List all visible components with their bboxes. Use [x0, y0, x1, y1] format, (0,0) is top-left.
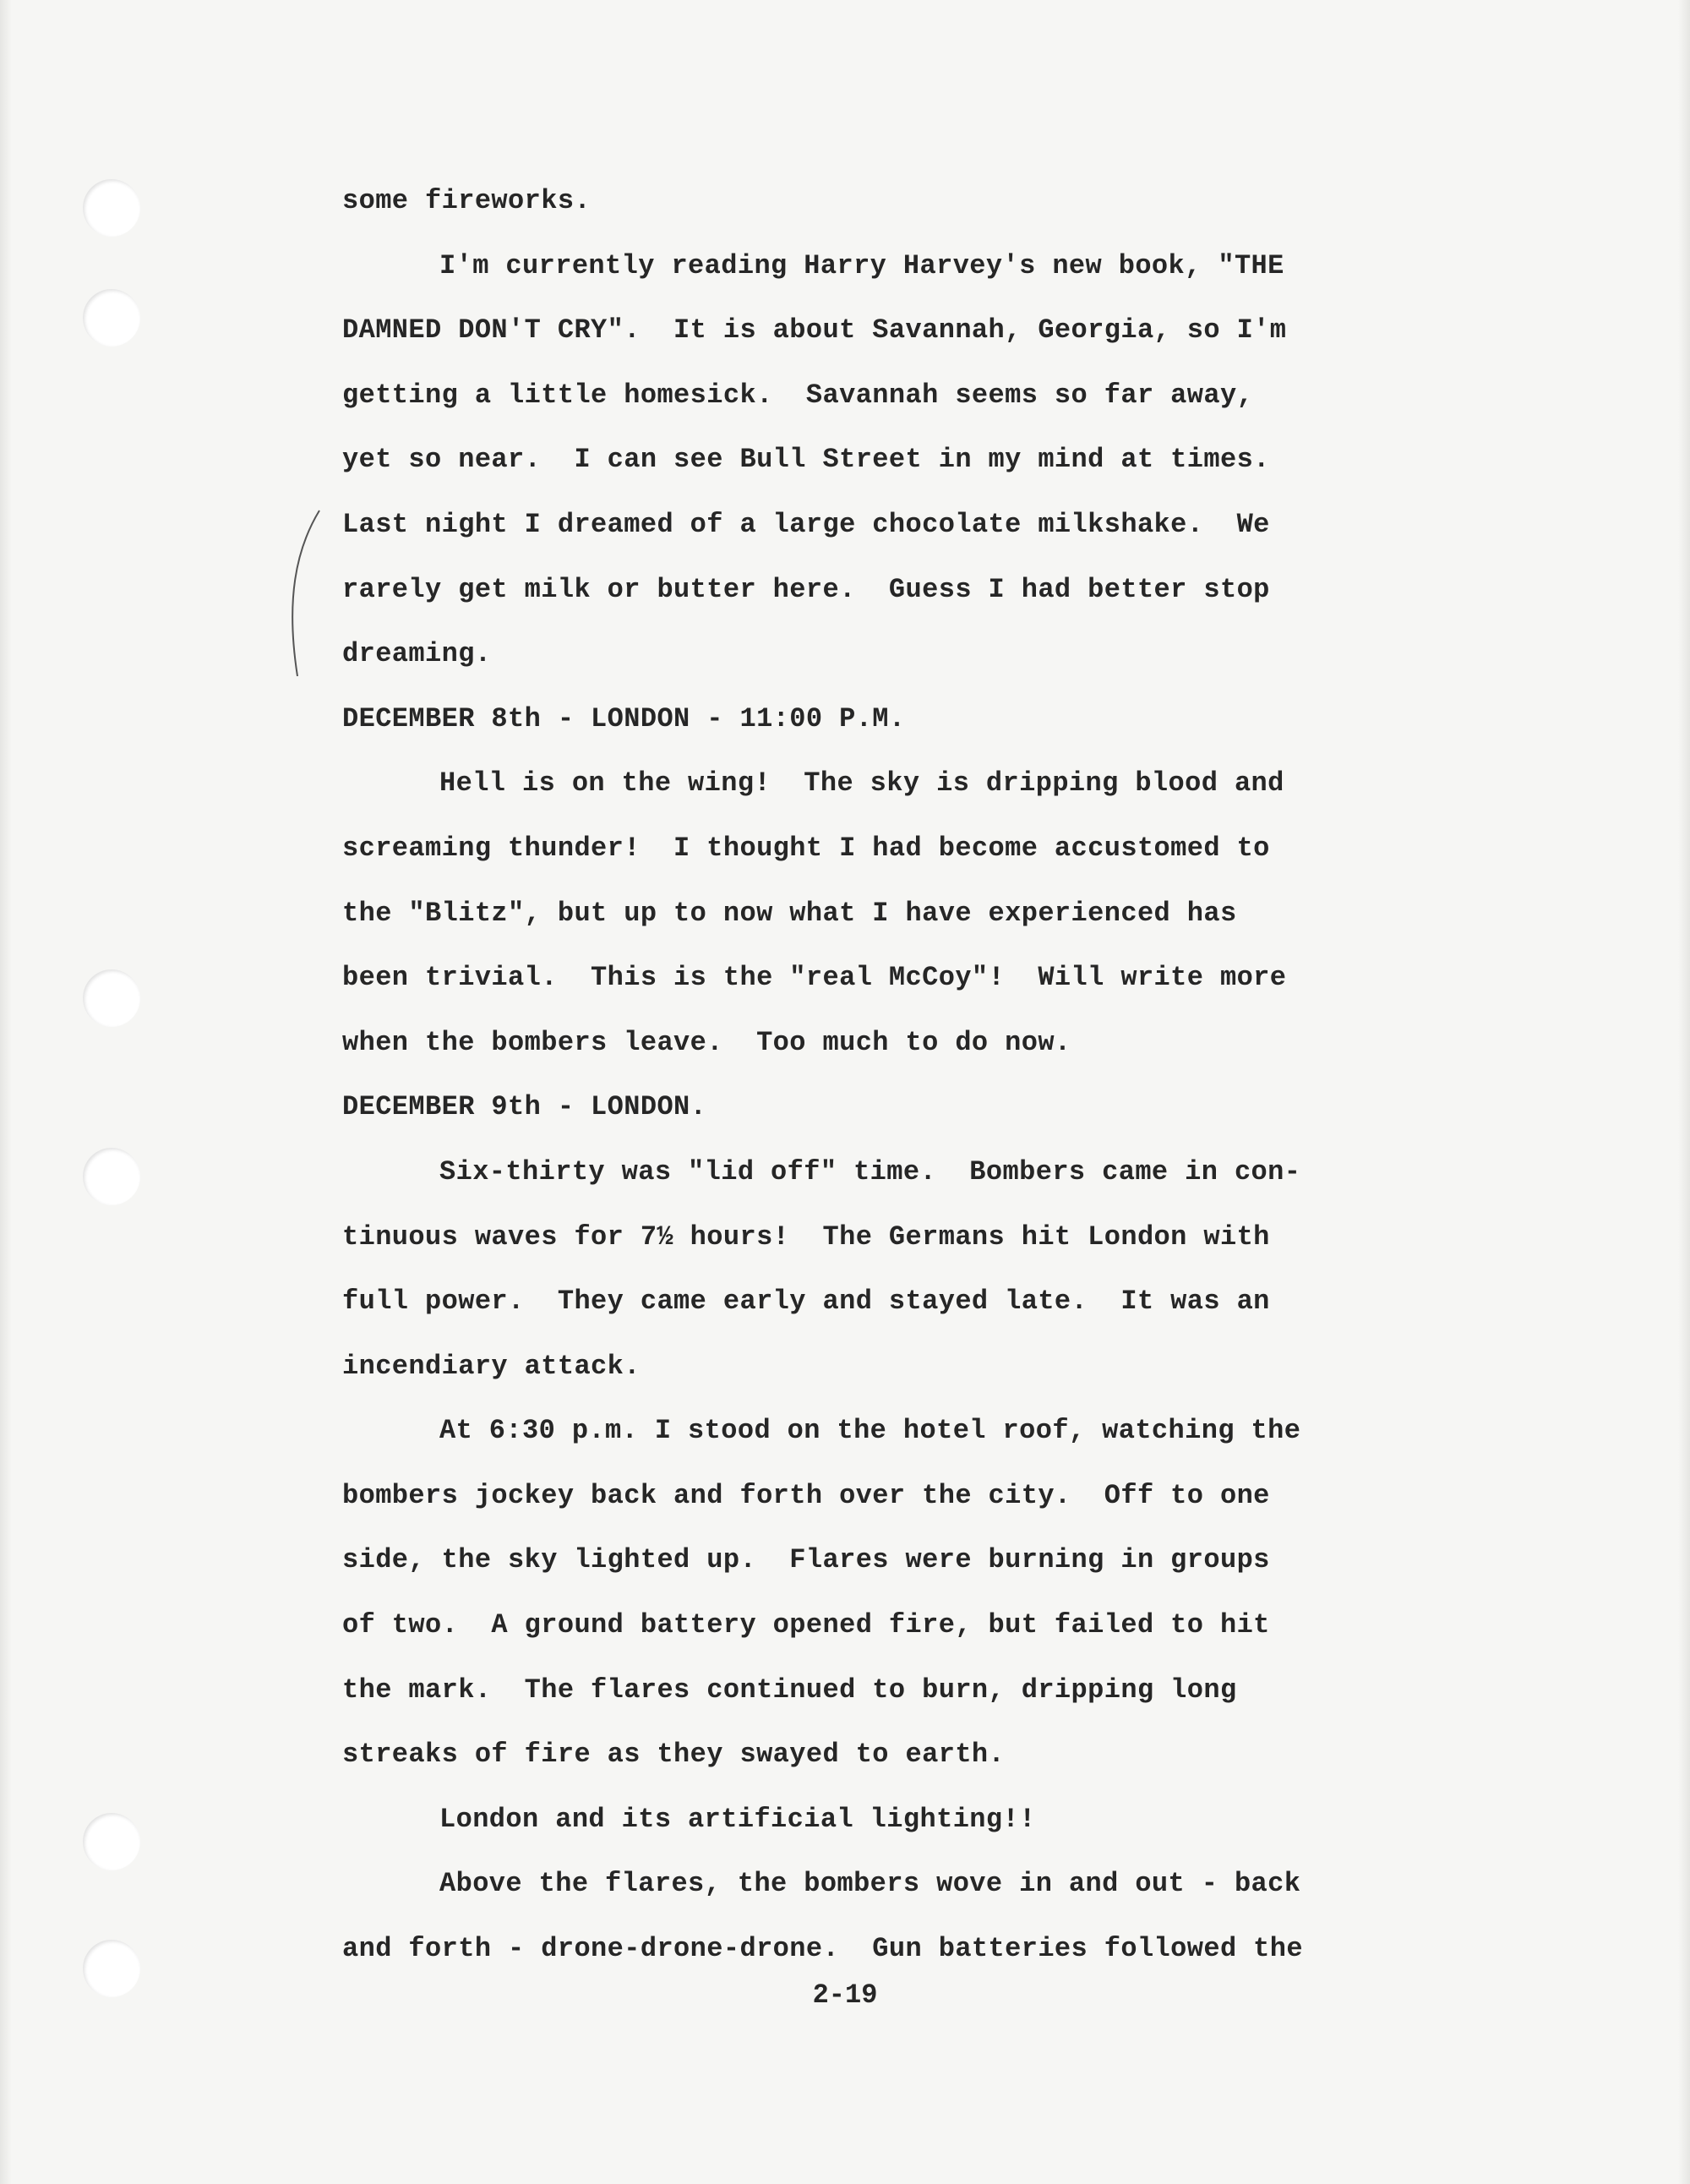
left-page-edge: [0, 0, 12, 2184]
binder-hole: [83, 1813, 140, 1870]
text-line: getting a little homesick. Savannah seems so far away,: [342, 379, 1254, 411]
text-line: I'm currently reading Harry Harvey's new book, "THE: [439, 249, 1284, 281]
text-line: and forth - drone-drone-drone. Gun batteries followed the: [342, 1933, 1303, 1965]
text-line: when the bombers leave. Too much to do now.: [342, 1026, 1071, 1058]
text-line: Hell is on the wing! The sky is dripping blood and: [439, 767, 1284, 800]
text-line: of two. A ground battery opened fire, but failed to hit: [342, 1609, 1270, 1641]
text-line: Above the flares, the bombers wove in and out - back: [439, 1868, 1301, 1900]
text-line: the "Blitz", but up to now what I have experienced has: [342, 897, 1237, 929]
binder-hole: [83, 1148, 140, 1205]
text-line: tinuous waves for 7½ hours! The Germans hit London with: [342, 1220, 1270, 1253]
text-line: London and its artificial lighting!!: [439, 1803, 1036, 1835]
text-line: been trivial. This is the "real McCoy"! Will write more: [342, 962, 1287, 994]
text-line: screaming thunder! I thought I had become accustomed to: [342, 832, 1270, 864]
binder-hole: [83, 179, 140, 237]
text-line: DECEMBER 9th - LONDON.: [342, 1091, 707, 1123]
text-line: streaks of fire as they swayed to earth.: [342, 1739, 1006, 1771]
binder-hole: [83, 289, 140, 347]
text-line: side, the sky lighted up. Flares were burning in groups: [342, 1544, 1270, 1576]
text-line: yet so near. I can see Bull Street in my mind at times.: [342, 444, 1270, 476]
text-line: DAMNED DON'T CRY". It is about Savannah, Georgia, so I'm: [342, 314, 1287, 347]
text-line: the mark. The flares continued to burn, dripping long: [342, 1673, 1237, 1706]
text-line: incendiary attack.: [342, 1350, 641, 1382]
text-line: dreaming.: [342, 638, 492, 670]
text-line: full power. They came early and stayed late. It was an: [342, 1286, 1270, 1318]
text-line: bombers jockey back and forth over the city. Off to one: [342, 1479, 1270, 1511]
text-line: Six-thirty was "lid off" time. Bombers came in con-: [439, 1155, 1301, 1188]
right-page-edge: [1678, 0, 1690, 2184]
binder-hole: [83, 969, 140, 1027]
page-number: 2-19: [812, 1979, 878, 2011]
text-line: Last night I dreamed of a large chocolate milkshake. We: [342, 508, 1270, 540]
text-line: At 6:30 p.m. I stood on the hotel roof, watching the: [439, 1415, 1301, 1447]
text-line: DECEMBER 8th - LONDON - 11:00 P.M.: [342, 702, 906, 734]
text-line: some fireworks.: [342, 185, 592, 216]
document-body: [342, 169, 1466, 1982]
pencil-margin-mark: [279, 507, 330, 685]
text-line: rarely get milk or butter here. Guess I had better stop: [342, 573, 1270, 605]
